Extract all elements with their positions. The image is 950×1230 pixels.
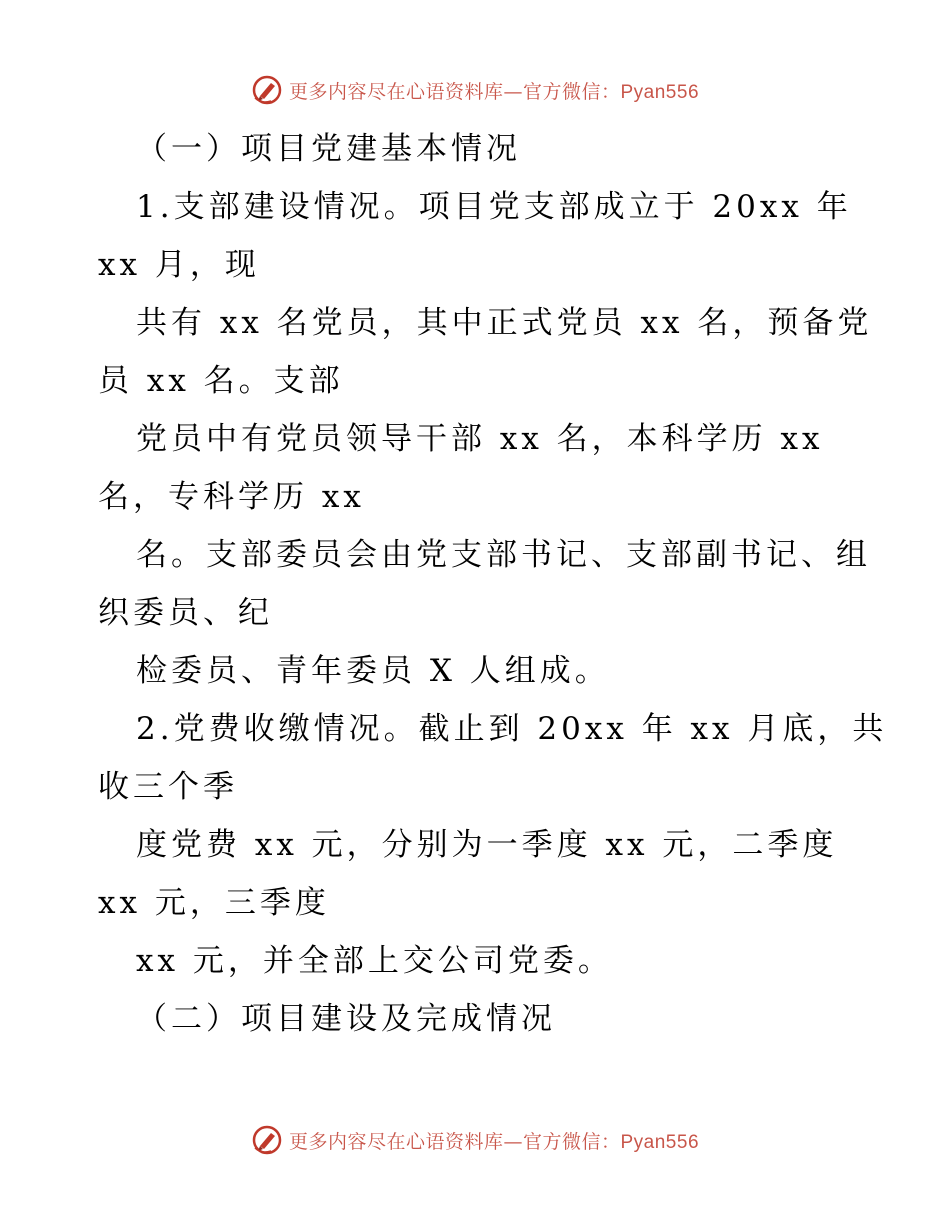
- text-line: 共有 xx 名党员，其中正式党员 xx 名，预备党: [136, 305, 873, 341]
- text-line: （一）项目党建基本情况: [136, 131, 521, 167]
- text-line: 1.支部建设情况。项目党支部成立于 20xx 年: [136, 189, 852, 225]
- text-line: xx 元，并全部上交公司党委。: [136, 943, 613, 979]
- text-line: 员 xx 名。支部: [98, 363, 344, 399]
- text-line: 检委员、青年委员 X 人组成。: [136, 653, 610, 689]
- text-line: 收三个季: [98, 769, 238, 805]
- text-line: （二）项目建设及完成情况: [136, 1001, 556, 1037]
- footer-banner: [0, 1120, 950, 1160]
- text-line: 名，专科学历 xx: [98, 479, 365, 515]
- pen-logo-icon: [251, 74, 283, 106]
- text-line: xx 元，三季度: [98, 885, 330, 921]
- banner-text: 更多内容尽在心语资料库—官方微信：Pyan556: [288, 80, 700, 103]
- text-line: 织委员、纪: [98, 595, 273, 631]
- text-line: 名。支部委员会由党支部书记、支部副书记、组: [136, 537, 871, 573]
- text-line: 度党费 xx 元，分别为一季度 xx 元，二季度: [136, 827, 838, 863]
- text-line: 党员中有党员领导干部 xx 名，本科学历 xx: [136, 421, 824, 457]
- text-line: 2.党费收缴情况。截止到 20xx 年 xx 月底，共: [136, 711, 888, 747]
- header-banner: [0, 70, 950, 110]
- document-body: [98, 120, 888, 1048]
- text-line: xx 月，现: [98, 247, 260, 283]
- pen-logo-icon: [251, 1124, 283, 1156]
- banner-text: 更多内容尽在心语资料库—官方微信：Pyan556: [288, 1130, 700, 1153]
